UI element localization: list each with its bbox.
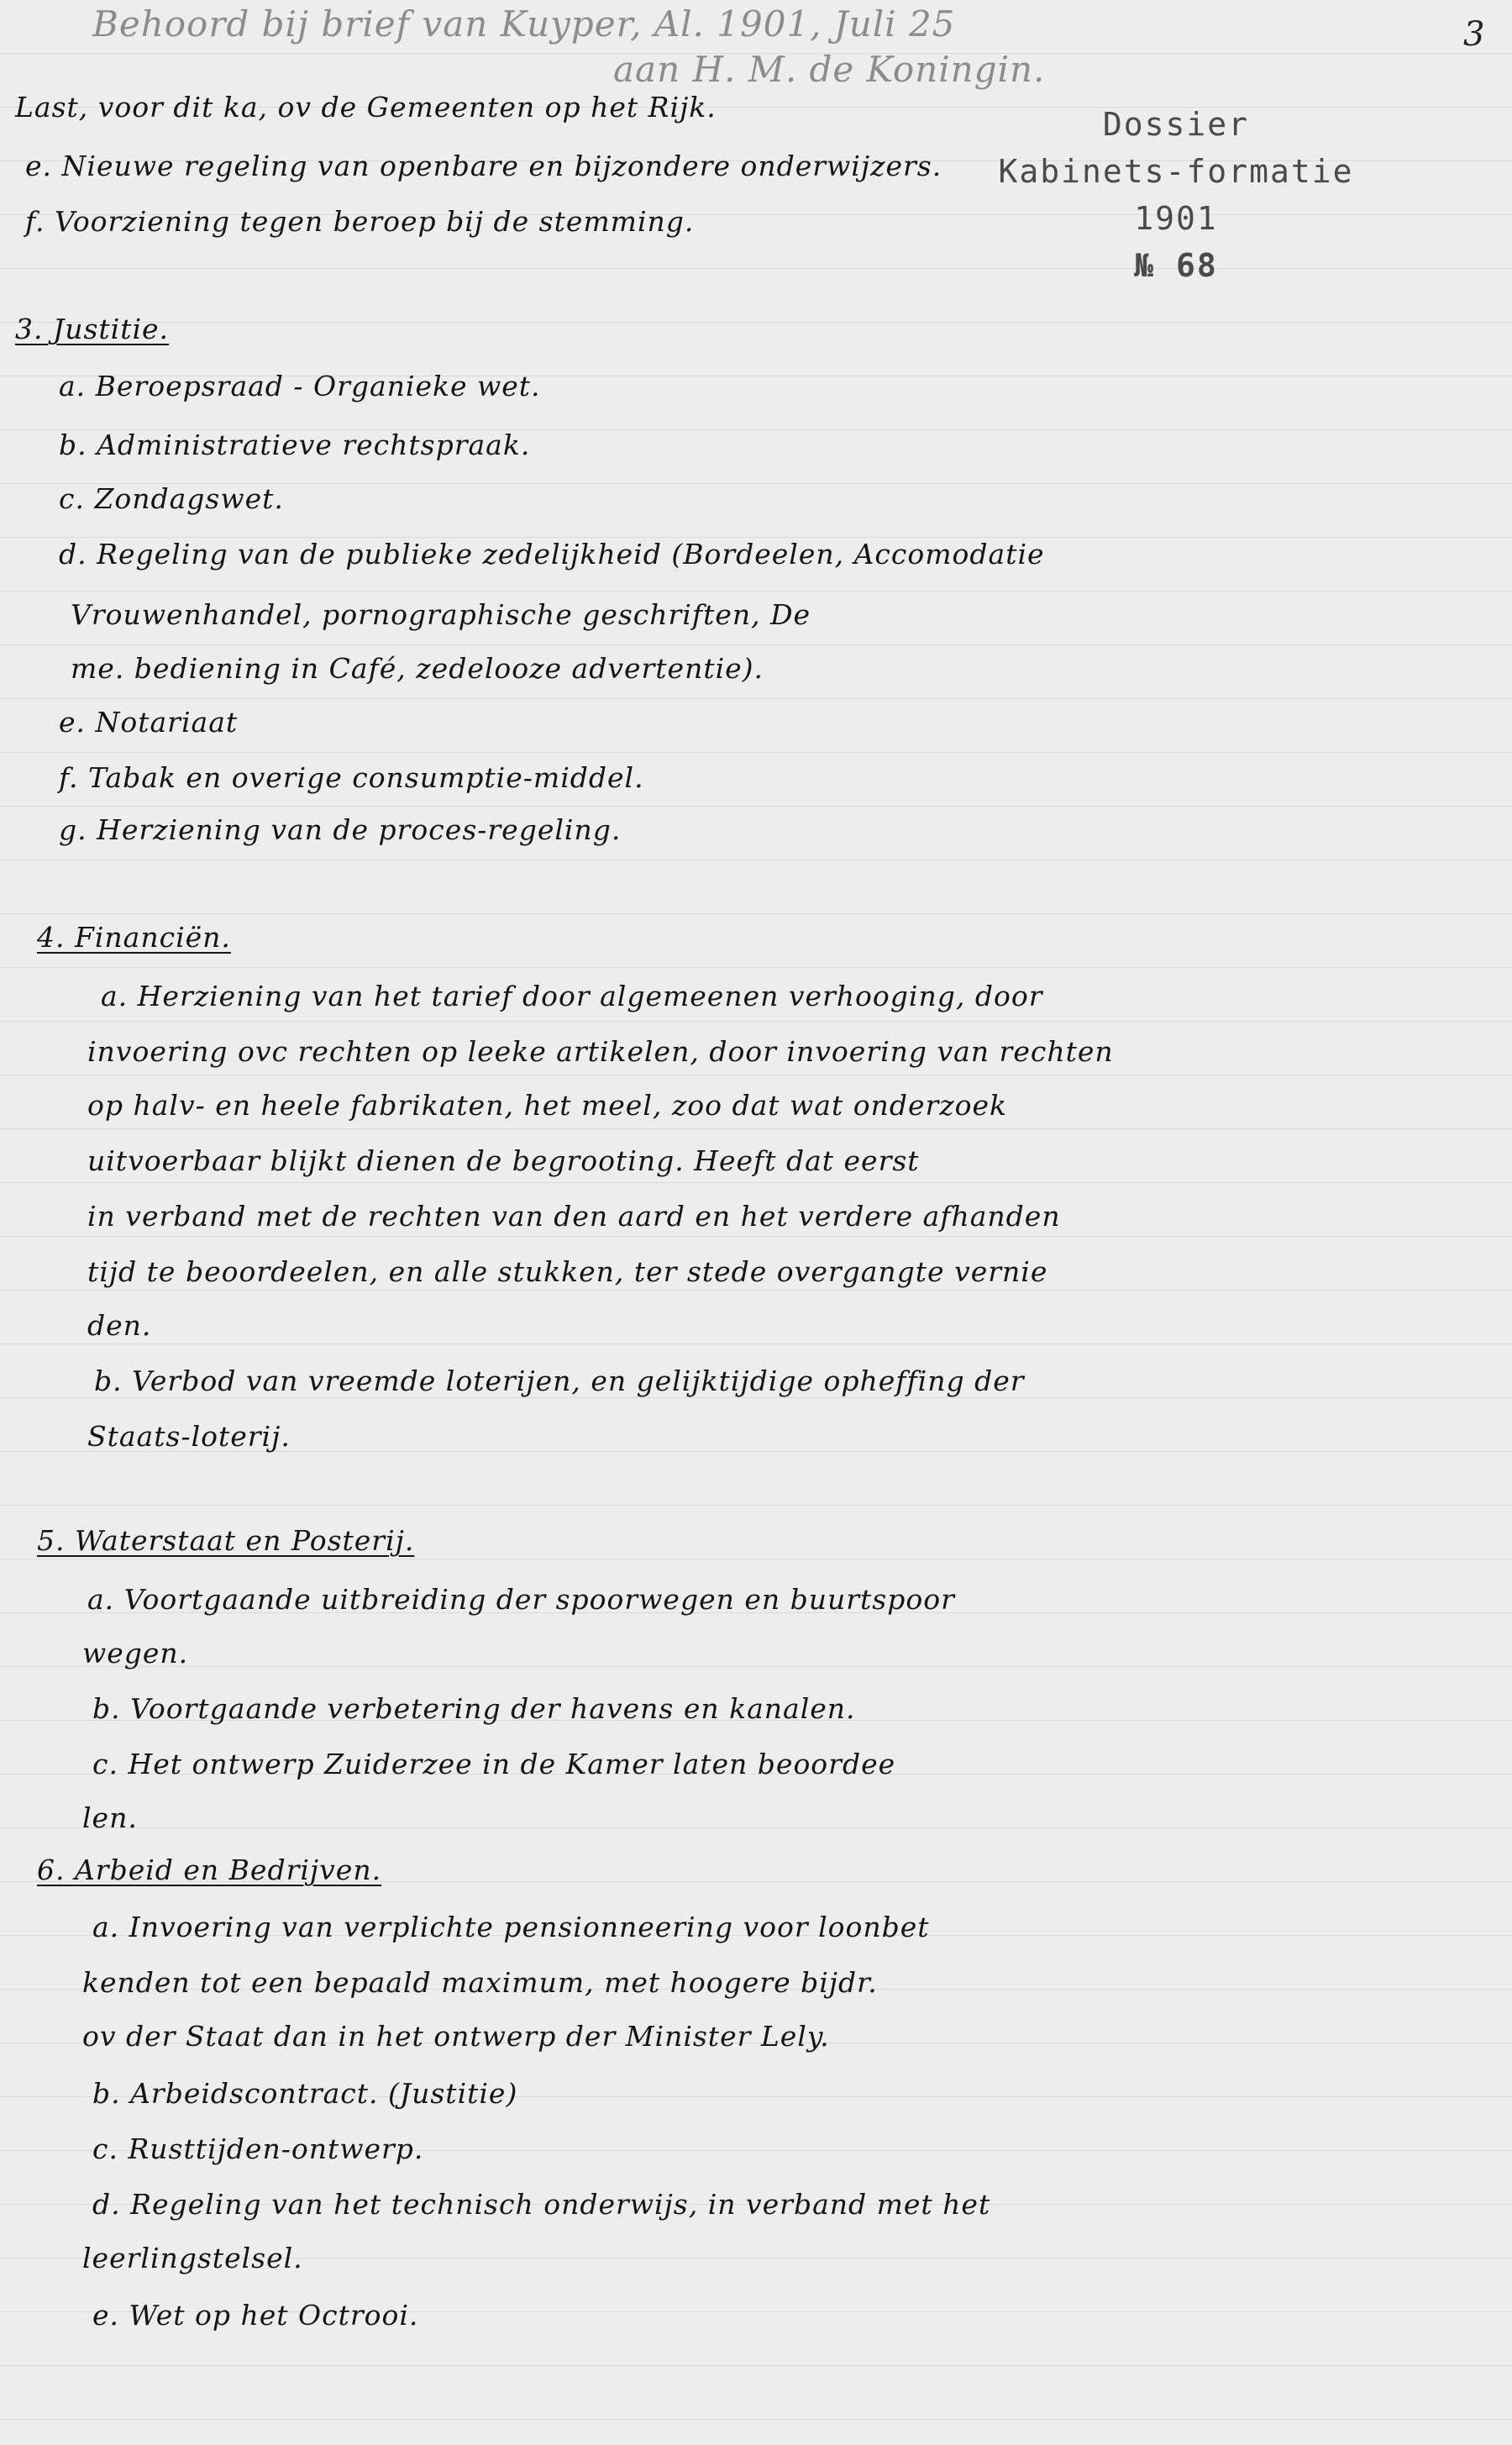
text-line: a. Voortgaande uitbreiding der spoorwegen en buurtspoor <box>87 1583 955 1616</box>
text-line: f. Voorziening tegen beroep bij de stemming. <box>25 205 695 238</box>
text-line: d. Regeling van de publieke zedelijkheid (Bordeelen, Accomodatie <box>59 538 1045 570</box>
text-line: b. Voortgaande verbetering der havens en kanalen. <box>92 1692 856 1725</box>
section-heading: 3. Justitie. <box>15 313 170 345</box>
text-line: uitvoerbaar blijkt dienen de begrooting. Heeft dat eerst <box>87 1144 920 1177</box>
text-line: me. bediening in Café, zedelooze advertentie). <box>71 652 764 685</box>
text-line: e. Notariaat <box>59 706 239 739</box>
text-line: den. <box>87 1309 152 1342</box>
text-line: len. <box>82 1801 138 1834</box>
section-heading: 5. Waterstaat en Posterij. <box>37 1524 415 1557</box>
stamp-number: № 68 <box>1134 247 1218 284</box>
text-line: Staats-loterij. <box>87 1420 291 1453</box>
text-line: kenden tot een bepaald maximum, met hoogere bijdr. <box>82 1966 878 1999</box>
stamp-title: Kabinets-formatie <box>998 153 1354 190</box>
text-line: c. Het ontwerp Zuiderzee in de Kamer laten beoordee <box>92 1748 896 1780</box>
text-line: e. Nieuwe regeling van openbare en bijzondere onderwijzers. <box>25 150 942 182</box>
stamp-dossier: Dossier <box>1102 106 1250 143</box>
text-line: tijd te beoordeelen, en alle stukken, ter stede overgangte vernie <box>87 1255 1048 1288</box>
section-heading: 4. Financiën. <box>37 921 231 954</box>
text-line: f. Tabak en overige consumptie-middel. <box>59 761 644 794</box>
text-line: b. Arbeidscontract. (Justitie) <box>92 2077 518 2110</box>
text-line: Vrouwenhandel, pornographische geschriften, De <box>71 598 811 631</box>
text-line: in verband met de rechten van den aard en het verdere afhanden <box>87 1200 1061 1233</box>
text-line: a. Invoering van verplichte pensionneering voor loonbet <box>92 1911 930 1943</box>
text-line: wegen. <box>82 1637 189 1669</box>
text-line: invoering ovc rechten op leeke artikelen, door invoering van rechten <box>87 1035 1114 1068</box>
text-line: d. Regeling van het technisch onderwijs, in verband met het <box>92 2188 991 2221</box>
text-line: g. Herziening van de proces-regeling. <box>59 813 622 846</box>
section-heading: 6. Arbeid en Bedrijven. <box>37 1853 382 1886</box>
text-line: op halv- en heele fabrikaten, het meel, zoo dat wat onderzoek <box>87 1089 1008 1122</box>
text-line: e. Wet op het Octrooi. <box>92 2299 419 2332</box>
text-line: c. Zondagswet. <box>59 482 284 515</box>
stamp-year: 1901 <box>1134 200 1218 237</box>
text-line: ov der Staat dan in het ontwerp der Minister Lely. <box>82 2020 830 2053</box>
archive-stamp <box>974 101 1378 289</box>
header-note-line-1: Behoord bij brief van Kuyper, Al. 1901, Juli 25 <box>92 3 956 45</box>
page-number: 3 <box>1463 15 1485 54</box>
text-line: c. Rusttijden-ontwerp. <box>92 2132 424 2165</box>
text-line: b. Verbod van vreemde loterijen, en gelijktijdige opheffing der <box>94 1364 1025 1397</box>
text-line: leerlingstelsel. <box>82 2242 303 2274</box>
text-line: Last, voor dit ka, ov de Gemeenten op het Rijk. <box>15 91 717 124</box>
text-line: a. Herziening van het tarief door algemeenen verhooging, door <box>101 980 1043 1012</box>
text-line: b. Administratieve rechtspraak. <box>59 429 531 461</box>
text-line: a. Beroepsraad - Organieke wet. <box>59 370 541 402</box>
header-note-line-2: aan H. M. de Koningin. <box>613 49 1046 90</box>
